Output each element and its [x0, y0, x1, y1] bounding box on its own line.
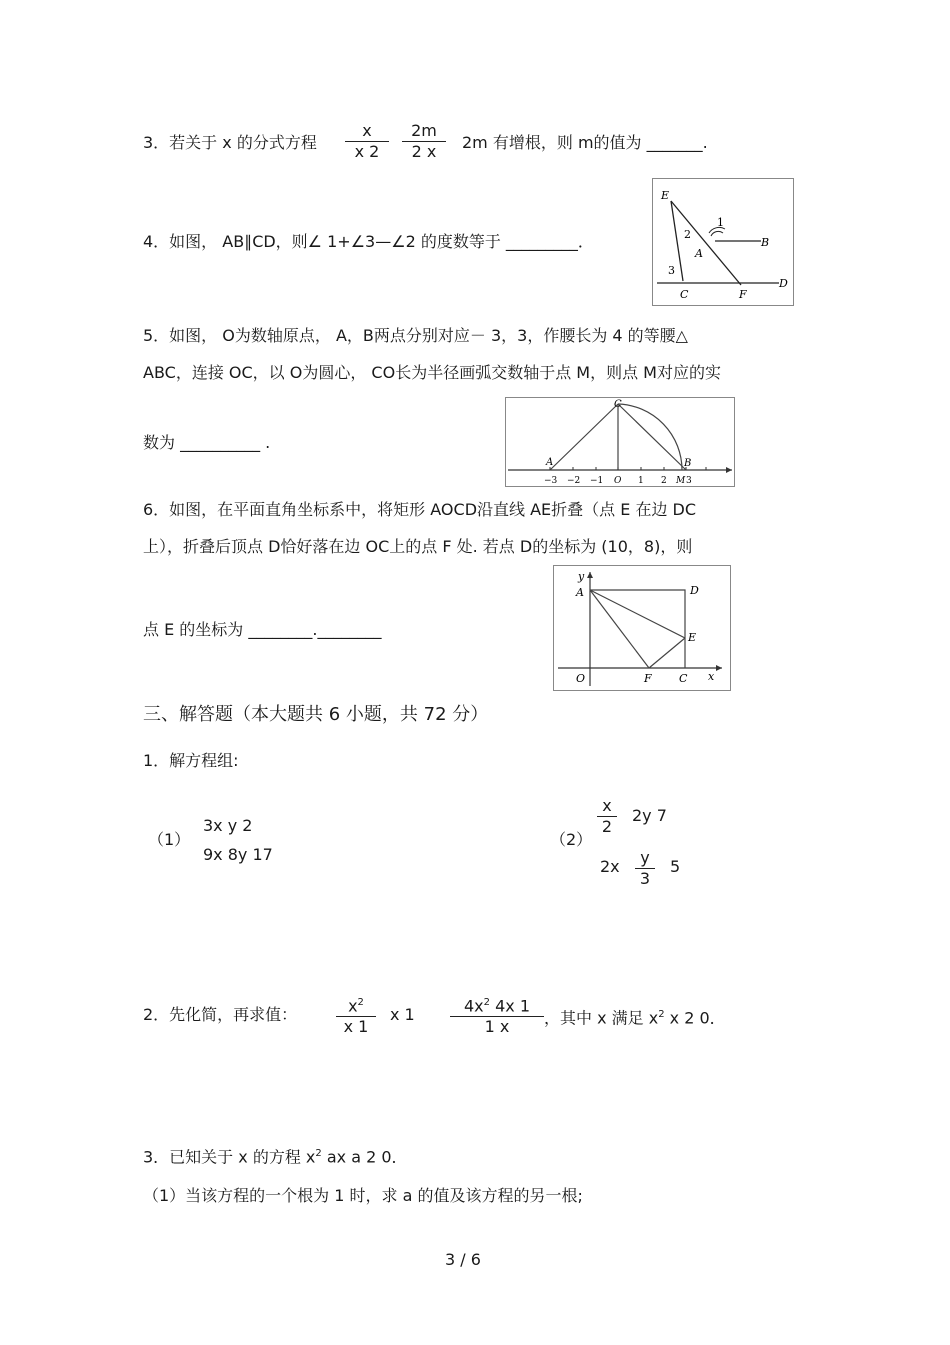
p3-line-1: [143, 1144, 408, 1167]
q5-line-2: ABC，连接 OC，以 O为圆心， CO长为半径画弧交数轴于点 M，则点 M对应的实: [143, 363, 721, 382]
numerator-base: 4x: [463, 996, 484, 1016]
q6-line-2: 上），折叠后顶点 D恰好落在边 OC上的点 F 处. 若点 D的坐标为 (10，8)，则: [143, 537, 693, 556]
p3-line-2: （1）当该方程的一个根为 1 时，求 a 的值及该方程的另一根;: [143, 1186, 583, 1205]
p1b-fraction-y-3: [635, 848, 655, 889]
q3-fraction-2: [402, 121, 446, 162]
q6-line-3: 点 E 的坐标为 ________.________: [143, 620, 382, 639]
label-B: B: [761, 236, 770, 249]
label-3: 3: [668, 264, 675, 277]
numerator: [450, 993, 544, 1016]
label-A: A: [695, 247, 703, 260]
p1a-eq2: 9x 8y 17: [203, 845, 273, 864]
tick-label: −2: [567, 476, 581, 486]
figure-angles: [652, 178, 794, 306]
numerator: y: [640, 848, 650, 867]
label-E: E: [661, 189, 670, 202]
label-x: x: [708, 670, 715, 683]
p2-suffix: [544, 1005, 726, 1028]
label-O: O: [576, 672, 586, 685]
exponent: 2: [483, 997, 491, 1008]
exponent: 2: [658, 1009, 665, 1020]
figure-coordinate-fold: [553, 565, 731, 691]
section-heading: 三、解答题（本大题共 6 小题，共 72 分）: [143, 704, 489, 725]
q4-text: 4．如图， AB∥CD，则∠ 1+∠3—∠2 的度数等于 _________．: [143, 232, 594, 251]
p1a-label: （1）: [148, 830, 191, 849]
q6-line-1: 6．如图，在平面直角坐标系中，将矩形 AOCD沿直线 AE折叠（点 E 在边 DC: [143, 500, 697, 519]
denominator: x 2: [345, 141, 389, 162]
p1b-label: （2）: [550, 830, 593, 849]
exponent: 2: [315, 1148, 322, 1159]
numerator: x: [362, 121, 372, 140]
denominator: 2 x: [402, 141, 446, 162]
denominator: 2: [597, 816, 617, 837]
q3-prefix: 3．若关于 x 的分式方程: [143, 133, 317, 152]
label-F: F: [739, 288, 747, 301]
label-D: D: [779, 277, 788, 290]
q3-fraction-1: [345, 121, 389, 162]
p1b-eq2-start: 2x: [600, 857, 620, 876]
p3-line-1-text: 3．已知关于 x 的方程 x: [143, 1147, 316, 1167]
p1a-eq1: 3x y 2: [203, 816, 253, 835]
tick-label: −1: [590, 476, 604, 486]
p2-fraction-1: [336, 993, 376, 1037]
label-E: E: [688, 631, 697, 644]
denominator: x 1: [336, 1016, 376, 1037]
p2-suffix-text: ，其中 x 满足 x: [544, 1008, 659, 1028]
denominator: 1 x: [450, 1016, 544, 1037]
label-A: A: [546, 457, 554, 468]
q3-suffix: 2m 有增根，则 m的值为 _______.: [462, 133, 708, 152]
numerator: x: [602, 796, 612, 815]
p1-title: 1．解方程组:: [143, 751, 239, 770]
numerator-base: x: [348, 996, 358, 1016]
denominator: 3: [635, 868, 655, 889]
tick-label: −3: [544, 476, 558, 486]
label-B: B: [684, 458, 692, 469]
p1b-fraction-x-2: [597, 796, 617, 837]
p1b-eq2-end: 5: [670, 857, 681, 876]
label-1: 1: [717, 216, 724, 229]
tick-label: 1: [638, 476, 644, 486]
label-C: C: [679, 672, 688, 685]
p3-line-1-rest: ax a 2 0．: [321, 1147, 408, 1167]
numerator: 2m: [411, 121, 437, 140]
p2-suffix-rest: x 2 0．: [664, 1008, 726, 1028]
exponent: 2: [357, 997, 364, 1008]
q5-line-1: 5．如图， O为数轴原点， A，B两点分别对应－ 3，3，作腰长为 4 的等腰△: [143, 326, 688, 345]
label-C: C: [680, 288, 689, 301]
p1b-eq1-rest: 2y 7: [632, 806, 667, 825]
page-number: 3 / 6: [445, 1250, 481, 1269]
tick-label: 3: [686, 476, 692, 486]
label-F: F: [644, 672, 652, 685]
numerator: [336, 993, 376, 1016]
p2-middle: x 1: [390, 1005, 415, 1024]
label-A: A: [576, 586, 584, 599]
label-D: D: [690, 584, 699, 597]
label-y: y: [578, 570, 585, 583]
p2-fraction-2: [450, 993, 544, 1037]
tick-label: 2: [661, 476, 667, 486]
numerator-rest: 4x 1: [490, 996, 531, 1016]
label-C: C: [614, 399, 622, 410]
p2-prefix: 2．先化简，再求值：: [143, 1005, 298, 1024]
tick-label: M: [676, 476, 686, 486]
figure-number-line: [505, 397, 735, 487]
label-2: 2: [684, 228, 691, 241]
q5-line-3: 数为 __________ .: [143, 433, 271, 452]
tick-label: O: [614, 476, 622, 486]
